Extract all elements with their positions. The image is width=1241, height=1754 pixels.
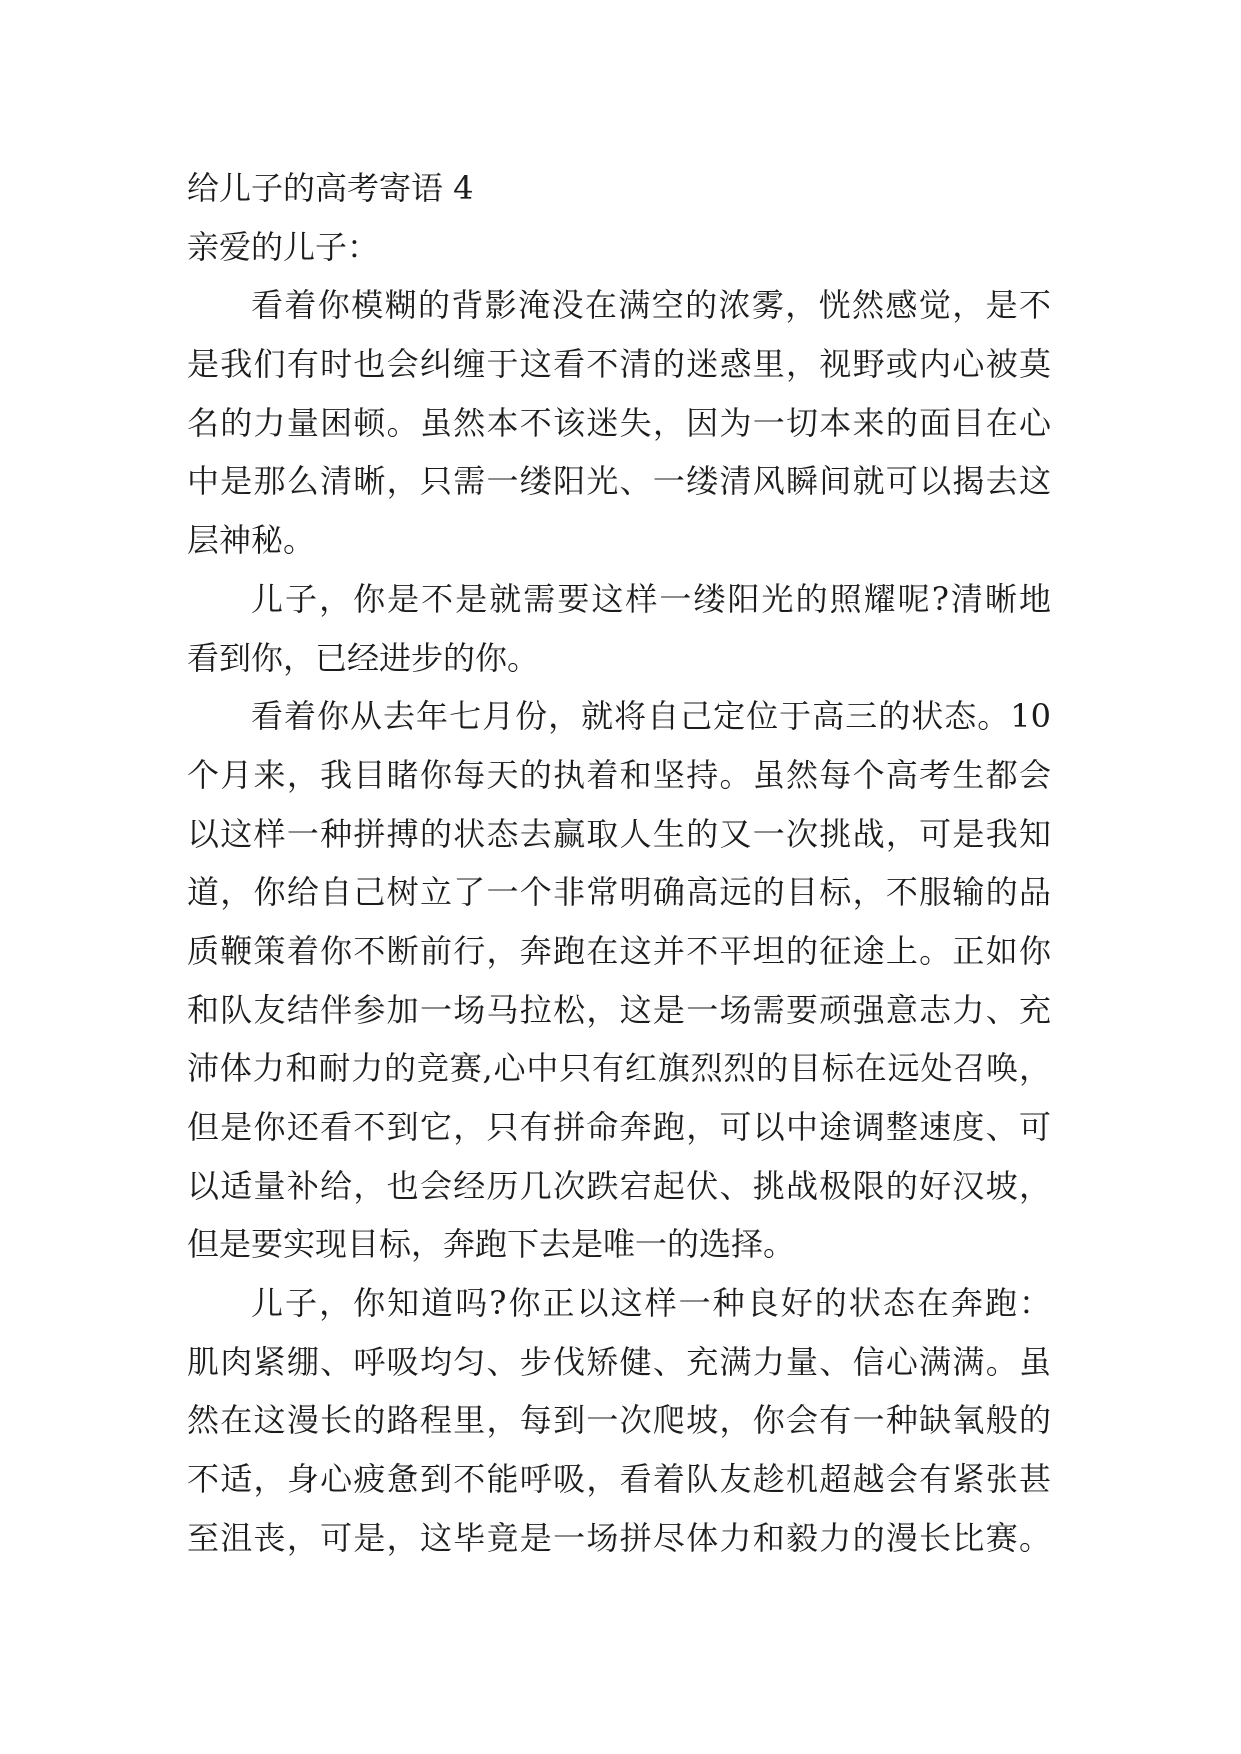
paragraph-line: 和队友结伴参加一场马拉松，这是一场需要顽强意志力、充: [187, 990, 1051, 1029]
paragraph-line: 以这样一种拼搏的状态去赢取人生的又一次挑战，可是我知: [187, 814, 1051, 853]
paragraph-line: 层神秘。: [187, 521, 316, 560]
paragraph-2: [187, 570, 1051, 687]
paragraph-line: 不适，身心疲惫到不能呼吸，看着队友趁机超越会有紧张甚: [187, 1460, 1051, 1499]
paragraph-line: 是我们有时也会纠缠于这看不清的迷惑里，视野或内心被莫: [187, 345, 1051, 384]
paragraph-line: 但是你还看不到它，只有拼命奔跑，可以中途调整速度、可: [187, 1108, 1051, 1146]
paragraph-line: 看着你从去年七月份，就将自己定位于高三的状态。10: [251, 697, 1051, 736]
paragraph-line: 至沮丧，可是，这毕竟是一场拼尽体力和毅力的漫长比赛。: [187, 1518, 1051, 1557]
paragraph-line: 儿子，你是不是就需要这样一缕阳光的照耀呢?清晰地: [251, 579, 1051, 618]
paragraph-line: 个月来，我目睹你每天的执着和坚持。虽然每个高考生都会: [187, 755, 1051, 794]
paragraph-line: 质鞭策着你不断前行，奔跑在这并不平坦的征途上。正如你: [187, 931, 1051, 970]
paragraph-4: [187, 1274, 1051, 1567]
salutation: 亲爱的儿子：: [187, 227, 380, 266]
paragraph-line: 名的力量困顿。虽然本不该迷失，因为一切本来的面目在心: [187, 403, 1051, 442]
paragraph-line: 沛体力和耐力的竞赛,心中只有红旗烈烈的目标在远处召唤，: [187, 1049, 1051, 1088]
paragraph-line: 肌肉紧绷、呼吸均匀、步伐矫健、充满力量、信心满满。虽: [187, 1342, 1051, 1381]
document-title: 给儿子的高考寄语 4: [187, 169, 474, 207]
paragraph-line: 但是要实现目标，奔跑下去是唯一的选择。: [187, 1225, 796, 1264]
paragraph-line: 道，你给自己树立了一个非常明确高远的目标，不服输的品: [187, 873, 1051, 912]
paragraph-line: 以适量补给，也会经历几次跌宕起伏、挑战极限的好汉坡，: [187, 1166, 1051, 1205]
paragraph-1: [187, 276, 1051, 569]
document-body: [187, 159, 1051, 1568]
paragraph-3: [187, 687, 1051, 1274]
paragraph-line: 然在这漫长的路程里，每到一次爬坡，你会有一种缺氧般的: [187, 1401, 1051, 1440]
paragraph-line: 儿子，你知道吗?你正以这样一种良好的状态在奔跑：: [251, 1284, 1051, 1323]
paragraph-line: 看着你模糊的背影淹没在满空的浓雾，恍然感觉，是不: [251, 286, 1051, 325]
paragraph-line: 中是那么清晰，只需一缕阳光、一缕清风瞬间就可以揭去这: [187, 462, 1051, 501]
paragraph-line: 看到你，已经进步的你。: [187, 638, 540, 677]
